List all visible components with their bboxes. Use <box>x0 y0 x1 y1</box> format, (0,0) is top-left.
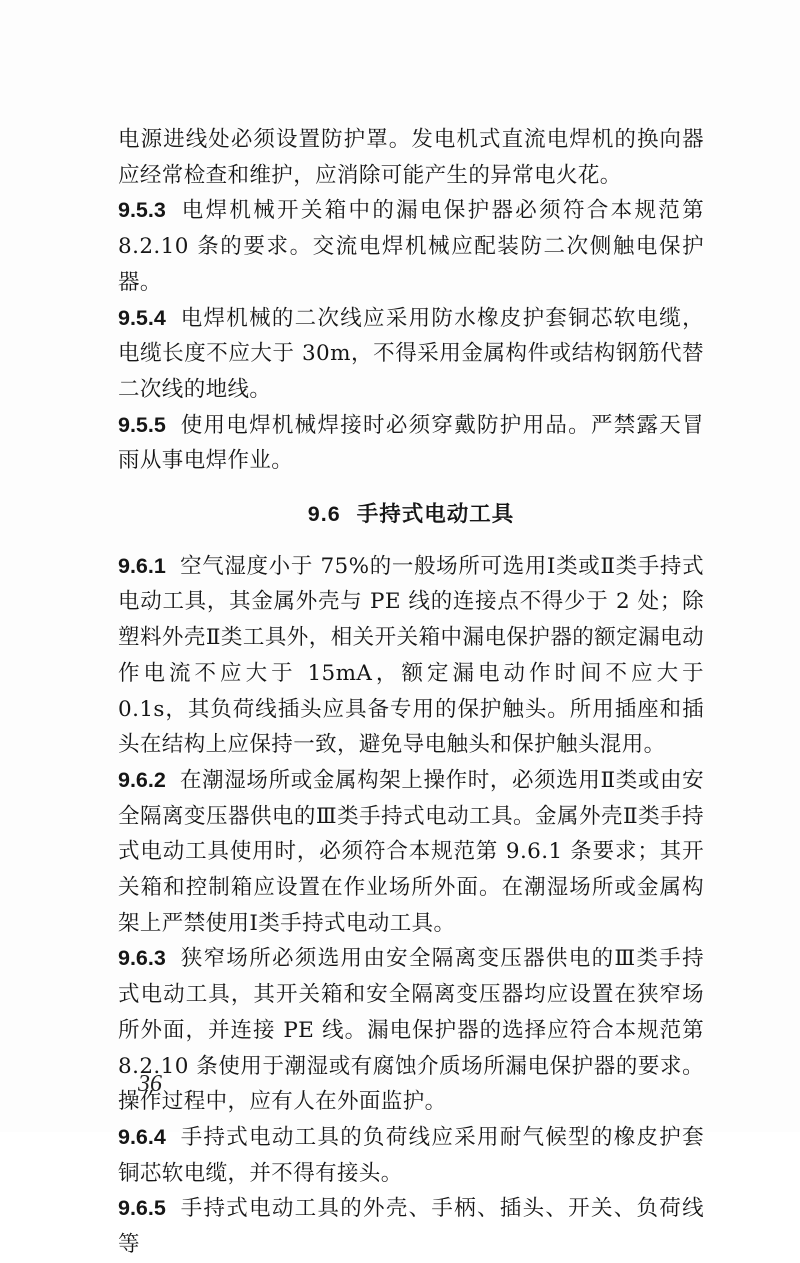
clause-text: 手持式电动工具的负荷线应采用耐气候型的橡皮护套铜芯软电缆，并不得有接头。 <box>118 1124 704 1186</box>
clause-number: 9.6.3 <box>118 946 166 971</box>
clause-text: 在潮湿场所或金属构架上操作时，必须选用Ⅱ类或由安全隔离变压器供电的Ⅲ类手持式电动工具。金属外壳Ⅱ类手持式电动工具使用时，必须符合本规范第 9.6.1 条要求；其开关箱和控制箱应设置在作业场所外面。在潮湿场所或金属构架上严禁使用Ⅰ类手持式电动工具。 <box>118 767 704 936</box>
clause-number: 9.6.1 <box>118 553 166 578</box>
clause-number: 9.6.2 <box>118 767 166 792</box>
page-body <box>118 122 704 1263</box>
clause-number: 9.5.3 <box>118 198 166 223</box>
section-title: 手持式电动工具 <box>356 502 515 527</box>
page-number: 36 <box>138 1071 162 1097</box>
section-heading <box>118 497 704 533</box>
clause-number: 9.6.5 <box>118 1196 166 1221</box>
clause-number: 9.5.5 <box>118 412 166 437</box>
clause-9-6-4 <box>118 1120 704 1191</box>
clause-text: 电焊机械的二次线应采用防水橡皮护套铜芯软电缆，电缆长度不应大于 30m，不得采用金属构件或结构钢筋代替二次线的地线。 <box>118 305 704 402</box>
clause-9-5-5 <box>118 408 704 479</box>
clause-text: 手持式电动工具的外壳、手柄、插头、开关、负荷线等 <box>118 1196 704 1258</box>
clause-9-5-4 <box>118 301 704 408</box>
clause-text: 狭窄场所必须选用由安全隔离变压器供电的Ⅲ类手持式电动工具，其开关箱和安全隔离变压器均应设置在狭窄场所外面，并连接 PE 线。漏电保护器的选择应符合本规范第 8.2.10 条使用于潮湿或有腐蚀介质场所漏电保护器的要求。操作过程中，应有人在外面监护。 <box>118 946 704 1115</box>
clause-9-6-3 <box>118 941 704 1120</box>
clause-text: 空气湿度小于 75%的一般场所可选用Ⅰ类或Ⅱ类手持式电动工具，其金属外壳与 PE 线的连接点不得少于 2 处；除塑料外壳Ⅱ类工具外，相关开关箱中漏电保护器的额定漏电动作电流不应大于 15mA，额定漏电动作时间不应大于 0.1s，其负荷线插头应具备专用的保护触头。所用插座和插头在结构上应保持一致，避免导电触头和保护触头混用。 <box>118 553 704 758</box>
clause-9-6-2 <box>118 763 704 942</box>
clause-9-6-1 <box>118 549 704 763</box>
continuation-paragraph: 电源进线处必须设置防护罩。发电机式直流电焊机的换向器应经常检查和维护，应消除可能产生的异常电火花。 <box>118 127 704 188</box>
clause-9-6-5 <box>118 1191 704 1262</box>
clause-text: 电焊机械开关箱中的漏电保护器必须符合本规范第 8.2.10 条的要求。交流电焊机械应配装防二次侧触电保护器。 <box>118 198 704 295</box>
section-number: 9.6 <box>307 502 341 527</box>
clause-text: 使用电焊机械焊接时必须穿戴防护用品。严禁露天冒雨从事电焊作业。 <box>118 412 704 474</box>
clause-number: 9.5.4 <box>118 305 166 330</box>
clause-9-5-3 <box>118 193 704 300</box>
clause-number: 9.6.4 <box>118 1124 166 1149</box>
